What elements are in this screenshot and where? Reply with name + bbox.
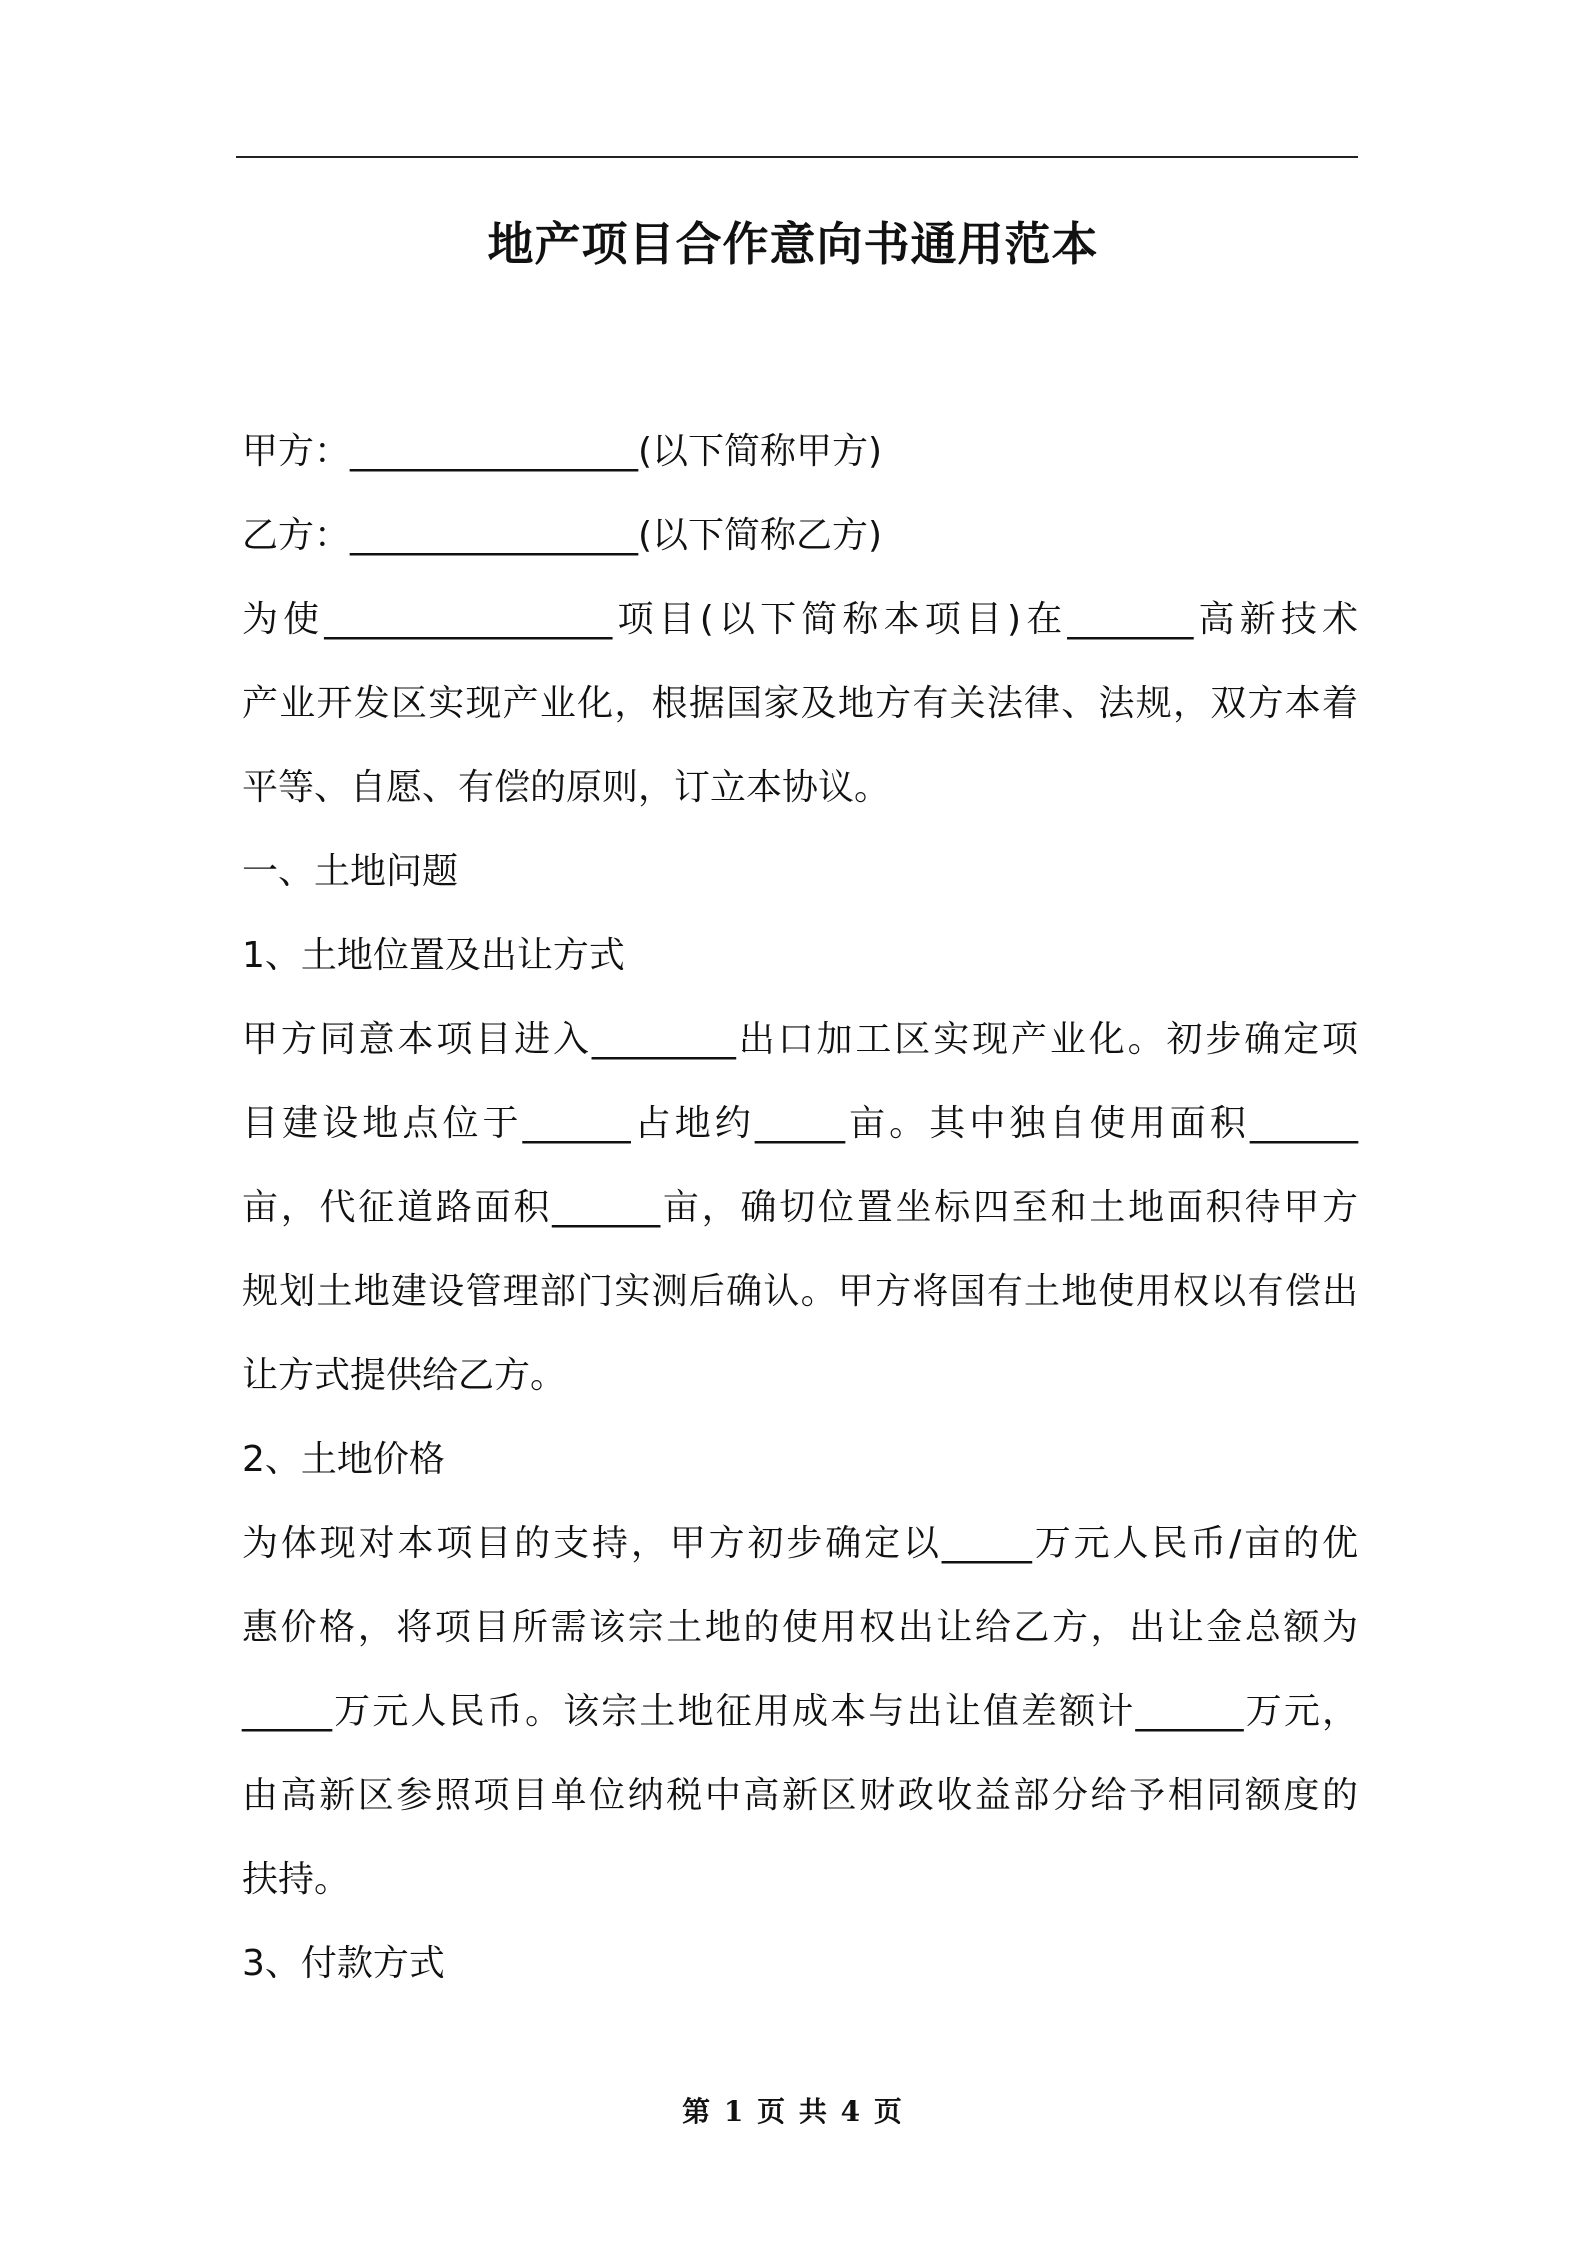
paragraph-line: 规划土地建设管理部门实测后确认。甲方将国有土地使用权以有偿出 [242,1271,1358,1312]
section-heading: 一、土地问题 [242,851,459,892]
header-rule [236,156,1358,158]
paragraph-line: 让方式提供给乙方。 [242,1355,567,1396]
paragraph-line: 亩，代征道路面积______亩，确切位置坐标四至和土地面积待甲方 [242,1187,1358,1228]
party-a-line: 甲方：________________(以下简称甲方) [242,431,883,472]
paragraph-line: 甲方同意本项目进入________出口加工区实现产业化。初步确定项 [242,1019,1358,1060]
paragraph-line: 目建设地点位于______占地约_____亩。其中独自使用面积______ [242,1103,1358,1144]
paragraph-line: 扶持。 [242,1859,351,1900]
document-body [242,410,1358,2006]
page-number: 第 1 页 共 4 页 [682,2095,904,2128]
preamble-line: 为使________________项目(以下简称本项目)在_______高新技术 [242,599,1358,640]
party-b-line: 乙方：________________(以下简称乙方) [242,515,883,556]
subsection-heading: 1、土地位置及出让方式 [242,935,625,976]
paragraph-line: _____万元人民币。该宗土地征用成本与出让值差额计______万元， [242,1691,1358,1732]
document-title: 地产项目合作意向书通用范本 [487,217,1099,271]
preamble-line: 产业开发区实现产业化，根据国家及地方有关法律、法规，双方本着 [242,683,1358,724]
paragraph-line: 惠价格，将项目所需该宗土地的使用权出让给乙方，出让金总额为 [242,1607,1358,1648]
subsection-heading: 2、土地价格 [242,1439,445,1480]
subsection-heading: 3、付款方式 [242,1943,445,1984]
paragraph-line: 为体现对本项目的支持，甲方初步确定以_____万元人民币/亩的优 [242,1523,1358,1564]
preamble-line: 平等、自愿、有偿的原则，订立本协议。 [242,767,891,808]
paragraph-line: 由高新区参照项目单位纳税中高新区财政收益部分给予相同额度的 [242,1775,1358,1816]
